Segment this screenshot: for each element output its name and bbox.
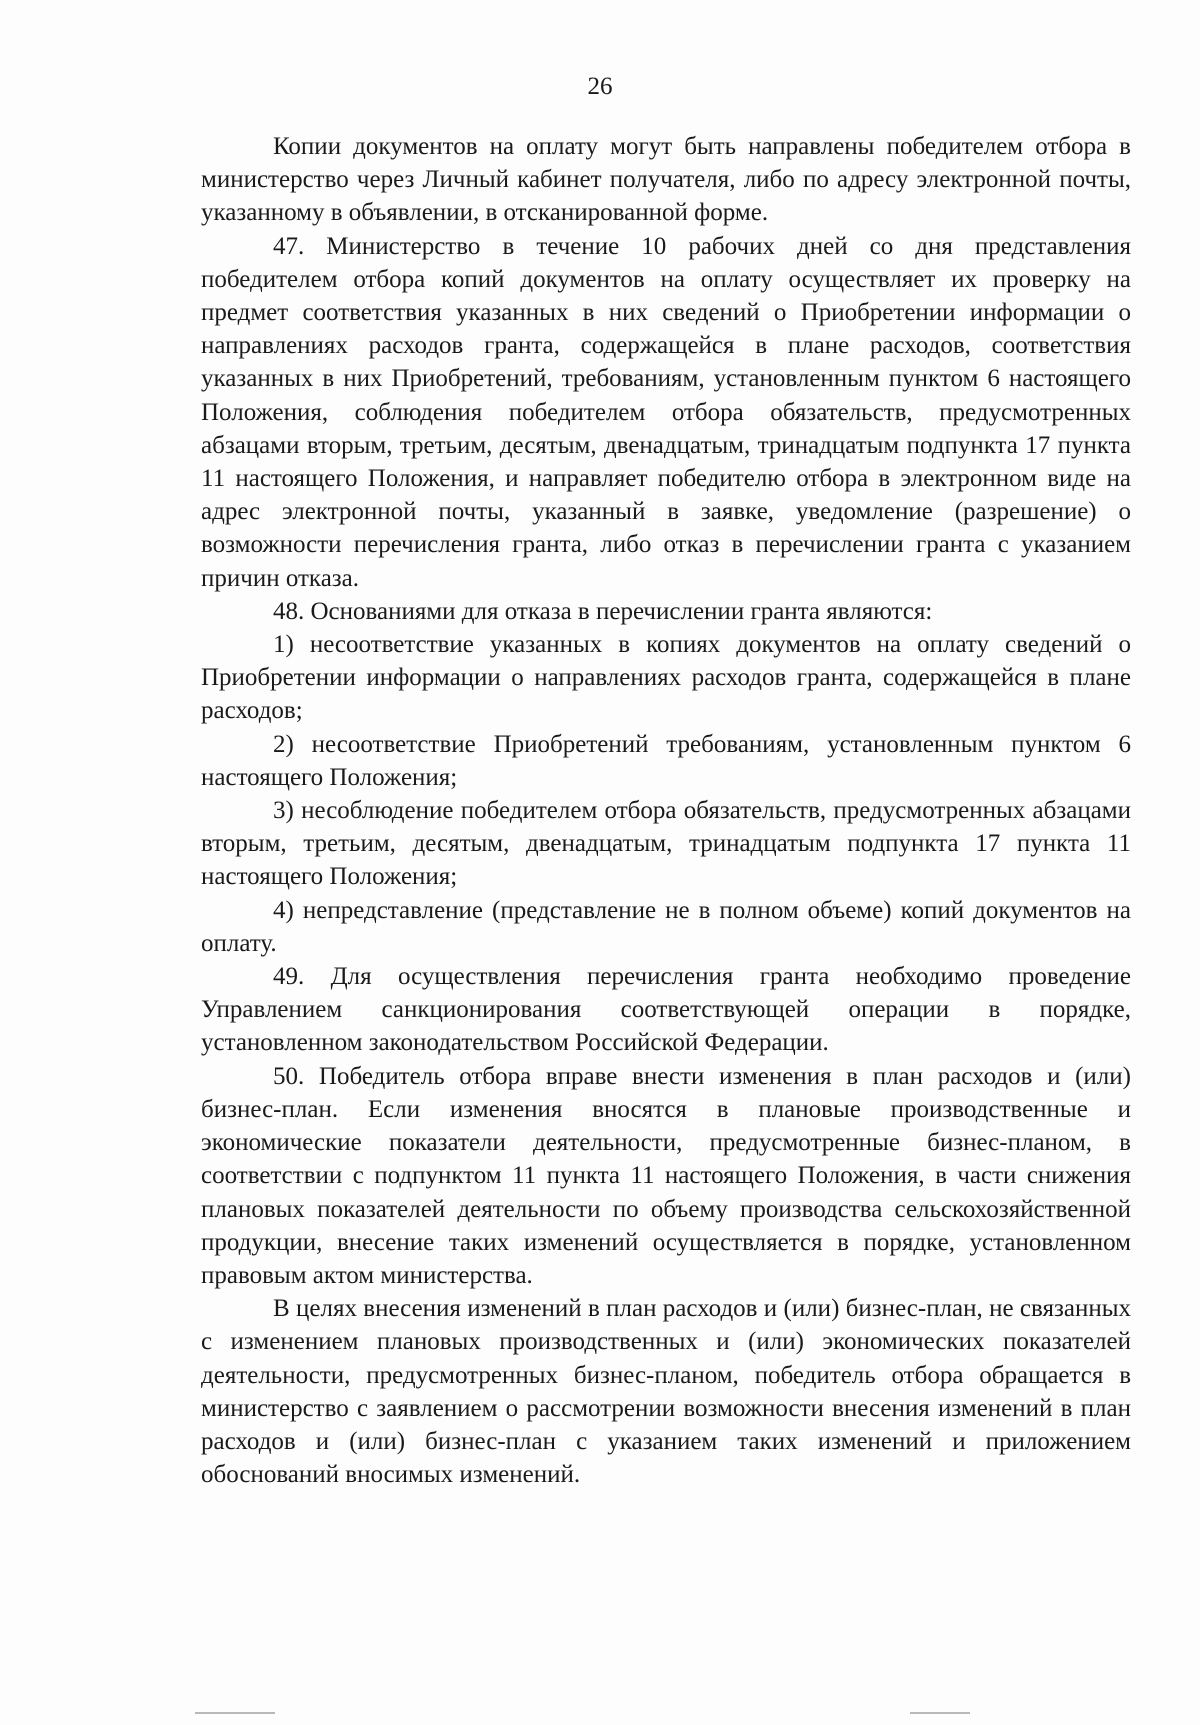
paragraph-intro: Копии документов на оплату могут быть направлены победителем отбора в министерство через Личный кабинет получателя, либо по адресу электронной почты, указанному в объявлении, в отсканированной форме. [201, 133, 1131, 227]
document-body [201, 130, 1131, 1491]
list-item-48-4: 4) непредставление (представление не в полном объеме) копий документов на оплату. [201, 896, 1131, 957]
paragraph-50-continuation: В целях внесения изменений в план расходов и (или) бизнес-план, не связанных с изменением плановых производственных и (или) экономических показателей деятельности, предусмотренных бизнес-планом, победитель отбора обращается в министерство с заявлением о рассмотрении возможности внесения изменений в план расходов и (или) бизнес-план с указанием таких изменений и приложением обоснований вносимых изменений. [201, 1295, 1131, 1489]
paragraph-47: 47. Министерство в течение 10 рабочих дней со дня представления победителем отбора копий документов на оплату осуществляет их проверку на предмет соответствия указанных в них сведений о Приобретении информации о направлениях расходов гранта, содержащейся в плане расходов, соответствия указанных в них Приобретений, требованиям, установленным пунктом 6 настоящего Положения, соблюдения победителем отбора обязательств, предусмотренных абзацами вторым, третьим, десятым, двенадцатым, тринадцатым подпункта 17 пункта 11 настоящего Положения, и направляет победителю отбора в электронном виде на адрес электронной почты, указанный в заявке, уведомление (разрешение) о возможности перечисления гранта, либо отказ в перечислении гранта с указанием причин отказа. [201, 232, 1131, 592]
paragraph-50: 50. Победитель отбора вправе внести изменения в план расходов и (или) бизнес-план. Если изменения вносятся в плановые производственные и экономические показатели деятельности, предусмотренные бизнес-планом, в соответствии с подпунктом 11 пункта 11 настоящего Положения, в части снижения плановых показателей деятельности по объему производства сельскохозяйственной продукции, внесение таких изменений осуществляется в порядке, установленном правовым актом министерства. [201, 1062, 1131, 1289]
list-item-48-3: 3) несоблюдение победителем отбора обязательств, предусмотренных абзацами вторым, третьим, десятым, двенадцатым, тринадцатым подпункта 17 пункта 11 настоящего Положения; [201, 797, 1131, 891]
paragraph-48: 48. Основаниями для отказа в перечислении гранта являются: [273, 597, 933, 625]
paragraph-49: 49. Для осуществления перечисления гранта необходимо проведение Управлением санкционирования соответствующей операции в порядке, установленном законодательством Российской Федерации. [201, 963, 1131, 1057]
scan-artifact-left [195, 1712, 275, 1714]
list-item-48-2: 2) несоответствие Приобретений требованиям, установленным пунктом 6 настоящего Положения; [201, 730, 1131, 791]
page-number: 26 [587, 73, 613, 100]
scan-artifact-right [910, 1712, 970, 1714]
list-item-48-1: 1) несоответствие указанных в копиях документов на оплату сведений о Приобретении информации о направлениях расходов гранта, содержащейся в плане расходов; [201, 631, 1131, 725]
